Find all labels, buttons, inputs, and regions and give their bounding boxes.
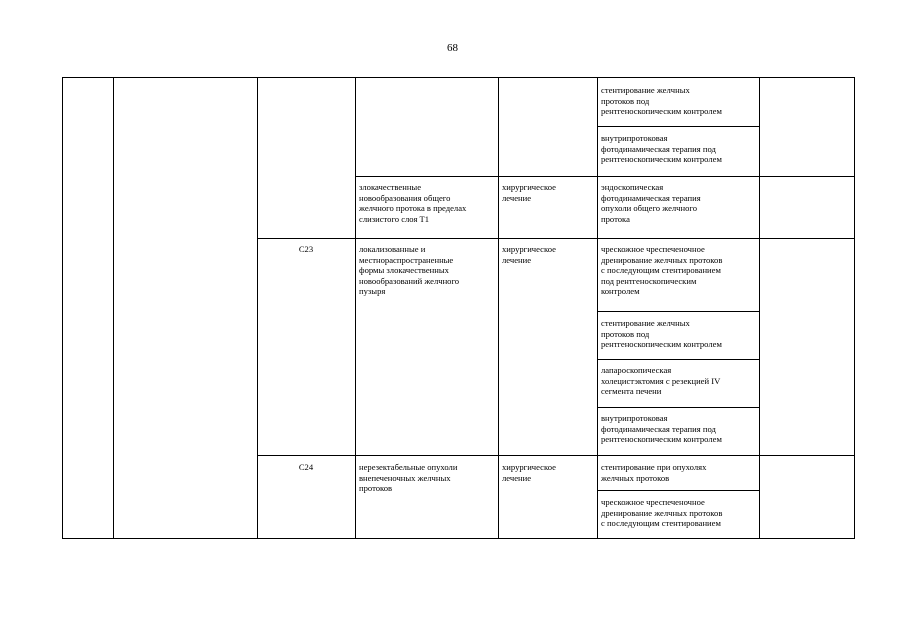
method-cell: чрескожное чреспеченочное дренирование желчных протоков с последующим стентированием под рентгеноскопическим контролем [601,244,723,297]
method-cell: внутрипротоковая фотодинамическая терапия под рентгеноскопическим контролем [601,133,722,165]
method-divider [597,490,759,491]
method-divider [597,359,759,360]
treatment-type-cell: хирургическое лечение [502,462,556,483]
disease-model-cell: локализованные и местнораспространенные формы злокачественных новообразований желчного пузыря [359,244,460,297]
column-divider [113,78,114,538]
method-divider [597,311,759,312]
column-divider [498,78,499,538]
method-divider [597,407,759,408]
treatment-type-cell: хирургическое лечение [502,182,556,203]
icd-code-cell: C23 [298,244,314,254]
row-divider [355,176,855,177]
treatment-type-cell: хирургическое лечение [502,244,556,265]
disease-model-cell: нерезектабельные опухоли внепеченочных желчных протоков [359,462,458,494]
row-divider [257,238,855,239]
method-cell: стентирование при опухолях желчных протоков [601,462,707,483]
method-cell: лапароскопическая холецистэктомия с резекцией IV сегмента печени [601,365,721,397]
method-cell: чрескожное чреспеченочное дренирование желчных протоков с последующим стентированием [601,497,723,529]
icd-code-cell: C24 [298,462,314,472]
method-divider [597,126,759,127]
page-number: 68 [447,42,458,54]
medical-care-table [62,77,855,539]
method-cell: эндоскопическая фотодинамическая терапия опухоли общего желчного протока [601,182,701,224]
column-divider [355,78,356,538]
disease-model-cell: злокачественные новообразования общего желчного протока в пределах слизистого слоя T1 [359,182,467,224]
column-divider [759,78,760,538]
method-cell: внутрипротоковая фотодинамическая терапия под рентгеноскопическим контролем [601,413,722,445]
column-divider [597,78,598,538]
row-divider [257,455,855,456]
method-cell: стентирование желчных протоков под рентгеноскопическим контролем [601,318,722,350]
method-cell: стентирование желчных протоков под рентгеноскопическим контролем [601,85,722,117]
